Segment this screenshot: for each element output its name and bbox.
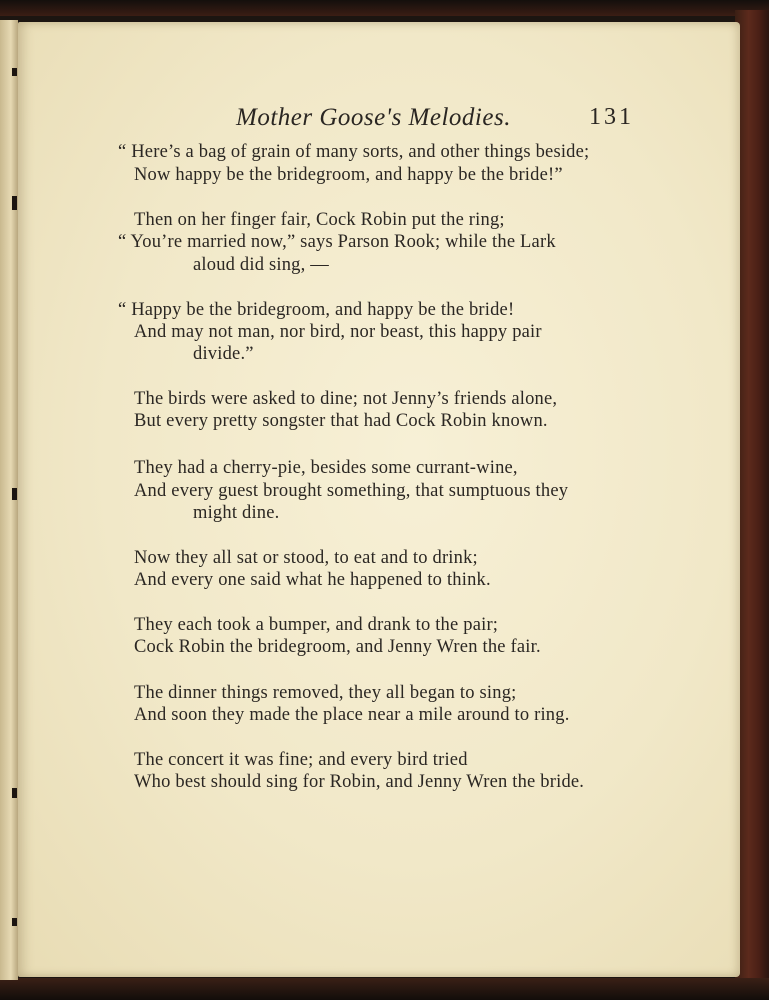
verse-line: And every guest brought something, that sumptuous they [134, 481, 569, 501]
verse-line: “ You’re married now,” says Parson Rook; while the Lark [118, 232, 556, 252]
verse-line: And soon they made the place near a mile around to ring. [134, 705, 570, 725]
verse-line: But every pretty songster that had Cock Robin known. [134, 411, 548, 431]
verse-line: And may not man, nor bird, nor beast, this happy pair [134, 322, 542, 342]
verse-line: Now they all sat or stood, to eat and to drink; [134, 548, 478, 568]
verse-line: Who best should sing for Robin, and Jenny Wren the bride. [134, 772, 585, 792]
gutter-mark [12, 788, 17, 798]
gutter-mark [12, 918, 17, 926]
gutter-mark [12, 68, 17, 76]
book-cover-right-edge [735, 10, 769, 995]
verse-line: Cock Robin the bridegroom, and Jenny Wren the fair. [134, 637, 541, 657]
verse-line: Then on her finger fair, Cock Robin put the ring; [134, 210, 505, 230]
page-number: 131 [589, 104, 634, 130]
book-cover-bottom-edge [0, 978, 769, 1000]
verse-line: Now happy be the bridegroom, and happy be the bride!” [134, 165, 563, 185]
verse-line: “ Here’s a bag of grain of many sorts, and other things beside; [118, 142, 590, 162]
gutter-mark [12, 196, 17, 210]
gutter-mark [12, 488, 17, 500]
book-cover-top-edge [0, 0, 769, 16]
running-head: Mother Goose's Melodies. [236, 104, 511, 131]
verse-line: divide.” [193, 344, 254, 364]
verse-line: They each took a bumper, and drank to the pair; [134, 615, 499, 635]
verse-line: aloud did sing, — [193, 255, 329, 275]
facing-page-edge [0, 20, 18, 980]
verse-line: might dine. [193, 503, 280, 523]
verse-line: The dinner things removed, they all began to sing; [134, 683, 517, 703]
verse-line: They had a cherry-pie, besides some currant-wine, [134, 458, 518, 478]
verse-line: The birds were asked to dine; not Jenny’s friends alone, [134, 389, 558, 409]
verse-line: “ Happy be the bridegroom, and happy be the bride! [118, 300, 515, 320]
verse-line: And every one said what he happened to think. [134, 570, 491, 590]
verse-line: The concert it was fine; and every bird tried [134, 750, 468, 770]
